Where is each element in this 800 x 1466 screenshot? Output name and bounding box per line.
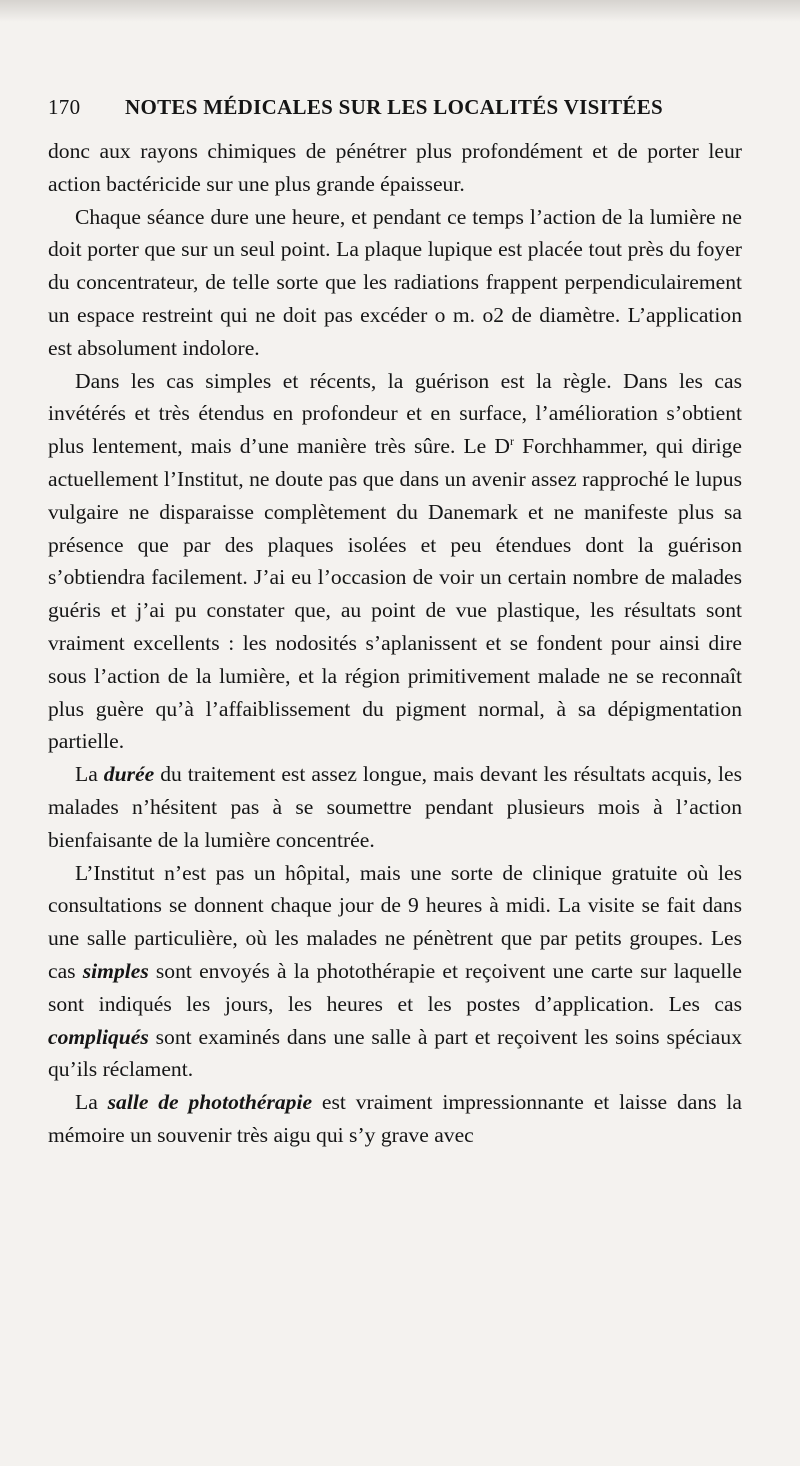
paragraph-duree-before: La — [75, 762, 104, 787]
emphasis-compliques: compliqués — [48, 1024, 149, 1049]
paragraph-institut — [48, 857, 742, 1087]
paragraph-guerison — [48, 365, 742, 759]
paragraph-salle — [48, 1086, 742, 1152]
paragraph-guerison-part1: Dans les cas simples et récents, la guérison est la règle. Dans les cas invétérés et très étendus en profondeur et en surface, l’amélioration s’obtient plus lentement, mais d’une manière très sûre. Le D — [48, 368, 742, 459]
emphasis-salle: salle de photothérapie — [107, 1090, 313, 1115]
body-text — [48, 135, 742, 1152]
running-title: NOTES MÉDICALES SUR LES LOCALITÉS VISITÉES — [125, 95, 663, 119]
paragraph-continuation: donc aux rayons chimiques de pénétrer plus profondément et de porter leur action bactéricide sur une plus grande épaisseur. — [48, 139, 742, 196]
paragraph-institut-a: L’Institut n’est pas un hôpital, mais une sorte de clinique gratuite où les consultations se donnent chaque jour de 9 heures à midi. La visite se fait dans une salle particulière, où les malades ne pénètrent que par petits groupes. Les cas — [48, 860, 742, 983]
running-header — [48, 95, 748, 125]
paragraph-duree — [48, 758, 742, 856]
paragraph-salle-after: est vraiment impressionnante et laisse dans la mémoire un souvenir très aigu qui s’y grave avec — [48, 1090, 742, 1147]
page-edge-shadow — [0, 0, 800, 22]
paragraph-salle-before: La — [75, 1090, 108, 1115]
paragraph-seance: Chaque séance dure une heure, et pendant ce temps l’action de la lumière ne doit porter que sur un seul point. La plaque lupique est placée tout près du foyer du concentrateur, de telle sorte que les radiations frappent perpendiculairement un espace restreint qui ne doit pas excéder o m. o2 de diamètre. L’application est absolument indolore. — [48, 204, 742, 360]
emphasis-simples: simples — [82, 958, 149, 983]
page-number: 170 — [48, 95, 81, 119]
emphasis-duree: durée — [103, 762, 155, 787]
doctor-abbrev-sup: r — [509, 434, 514, 449]
paragraph-institut-c: sont examinés dans une salle à part et reçoivent les soins spéciaux qu’ils réclament. — [48, 1024, 742, 1082]
paragraph-institut-b: sont envoyés à la photothérapie et reçoivent une carte sur laquelle sont indiqués les jours, les heures et les postes d’application. Les cas — [48, 958, 742, 1016]
paragraph-duree-after: du traitement est assez longue, mais devant les résultats acquis, les malades n’hésitent pas à se soumettre pendant plusieurs mois à l’action bienfaisante de la lumière concentrée. — [48, 762, 742, 852]
paragraph-guerison-part2: Forchhammer, qui dirige actuellement l’Institut, ne doute pas que dans un avenir assez rapproché le lupus vulgaire ne disparaisse complètement du Danemark et ne manifeste plus sa présence que par des plaques isolées et peu étendues dont la guérison s’obtiendra facilement. J’ai eu l’occasion de voir un certain nombre de malades guéris et j’ai pu constater que, au point de vue plastique, les résultats sont vraiment excellents : les nodosités s’aplanissent et se fondent pour ainsi dire sous l’action de la lumière, et la région primitivement malade ne se reconnaît plus guère qu’à l’affaiblissement du pigment normal, à sa dépigmentation partielle. — [48, 434, 742, 754]
